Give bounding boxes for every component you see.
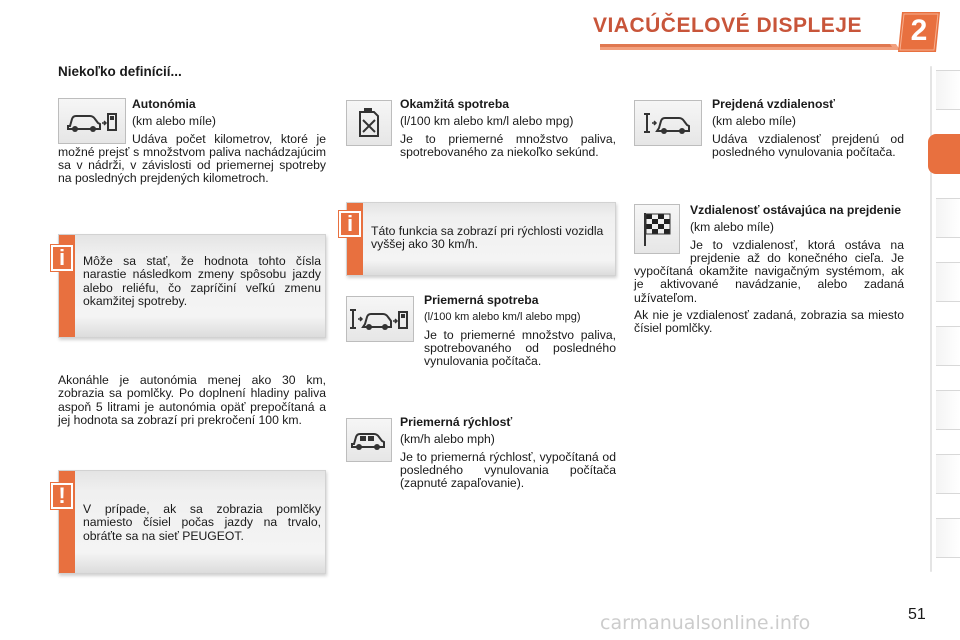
priemerna-spotreba-body: Je to priemerné množstvo paliva, spotrebovaného od posledného vynulovania počítača.: [424, 327, 616, 369]
zostavajuca-block: [634, 204, 904, 340]
autonomia-title: Autonómia: [132, 97, 196, 111]
priemerna-spotreba-units: (l/100 km alebo km/l alebo mpg): [424, 311, 581, 324]
info-icon: i: [339, 211, 361, 237]
warning-note-text: V prípade, ak sa zobrazia pomlčky namiesto čísiel počas jazdy na trvalo, obráťte sa na sieť PEUGEOT.: [83, 502, 321, 543]
car-speed-icon: [346, 418, 392, 462]
chapter-tab-6[interactable]: [936, 390, 960, 430]
prejdena-units: (km alebo míle): [712, 114, 796, 129]
page-title: VIACÚČELOVÉ DISPLEJE: [592, 14, 862, 37]
info-note-1-text: Môže sa stať, že hodnota tohto čísla narastie následkom zmeny spôsobu jazdy alebo reliéfu, čo zapríčiní veľkú zmenu okamžitej spotreby.: [83, 254, 321, 308]
chapter-tabs: [928, 64, 960, 574]
okamzita-title: Okamžitá spotreba: [400, 97, 510, 111]
info-note-1: [58, 234, 326, 338]
info-note-2: [346, 202, 616, 276]
zostavajuca-body1: Je to vzdialenosť, ktorá ostáva na prejdenie až do konečného cieľa. Je vypočítaná okamžite navigačným systémom, ak je aktivované navádzanie, alebo zadaná užívateľom.: [634, 237, 904, 305]
checkered-flag-icon: [634, 204, 680, 254]
warning-icon: !: [51, 483, 73, 509]
info-icon: i: [51, 245, 73, 271]
okamzita-block: [400, 98, 616, 163]
zostavajuca-units: (km alebo míle): [690, 220, 774, 235]
chapter-tab-3[interactable]: [936, 198, 960, 238]
zostavajuca-title: Vzdialenosť ostávajúca na prejdenie: [690, 203, 902, 217]
priemerna-spotreba-title: Priemerná spotreba: [424, 293, 539, 307]
watermark: carmanualsonline.info: [600, 612, 811, 634]
car-fuel-pump-icon: [58, 98, 126, 144]
priemerna-rychlost-block: [400, 416, 616, 494]
priemerna-spotreba-block: [424, 294, 616, 372]
priemerna-rychlost-title: Priemerná rýchlosť: [400, 415, 513, 429]
priemerna-rychlost-units: (km/h alebo mph): [400, 432, 495, 447]
chapter-badge: [896, 10, 944, 54]
reset-car-fuel-icon: [346, 296, 414, 342]
chapter-tab-8[interactable]: [936, 518, 960, 558]
autonomia-units: (km alebo míle): [132, 114, 216, 129]
reset-car-icon: [634, 100, 702, 146]
chapter-tab-4[interactable]: [936, 262, 960, 302]
fuel-can-icon: [346, 100, 392, 146]
priemerna-rychlost-body: Je to priemerná rýchlosť, vypočítaná od posledného vynulovania počítača (zapnuté zapaľovanie).: [400, 449, 616, 491]
autonomia-body: Udáva počet kilometrov, ktoré je možné prejsť s množstvom paliva nachádzajúcim sa v nádrži, v závislosti od priemernej spotreby na posledných prejdených kilometroch.: [58, 131, 326, 186]
prejdena-body: Udáva vzdialenosť prejdenú od posledného vynulovania počítača.: [712, 131, 904, 159]
chapter-number: 2: [910, 14, 928, 47]
info-note-2-text: Táto funkcia sa zobrazí pri rýchlosti vozidla vyššej ako 30 km/h.: [371, 224, 604, 252]
okamzita-units: (l/100 km alebo km/l alebo mpg): [400, 114, 574, 129]
okamzita-body: Je to priemerné množstvo paliva, spotrebovaného za niekoľko sekúnd.: [400, 131, 616, 159]
autonomia-block: [58, 98, 326, 190]
section-title: Niekoľko definícií...: [58, 64, 182, 79]
prejdena-block: [712, 98, 904, 163]
chapter-tab-1[interactable]: [936, 70, 960, 110]
warning-note: [58, 470, 326, 574]
autonomia-low-text: Akonáhle je autonómia menej ako 30 km, zobrazia sa pomlčky. Po doplnení hladiny paliva aspoň 5 litrami je autonómia opäť prepočítaná a jej hodnota sa zobrazí pri prekročení 100 km.: [58, 373, 326, 427]
chapter-tab-2[interactable]: [928, 134, 960, 174]
chapter-tab-7[interactable]: [936, 454, 960, 494]
zostavajuca-body2: Ak nie je vzdialenosť zadaná, zobrazia sa miesto čísiel pomlčky.: [634, 308, 904, 336]
chapter-tab-5[interactable]: [936, 326, 960, 366]
prejdena-title: Prejdená vzdialenosť: [712, 97, 836, 111]
page-number: 51: [908, 606, 926, 623]
